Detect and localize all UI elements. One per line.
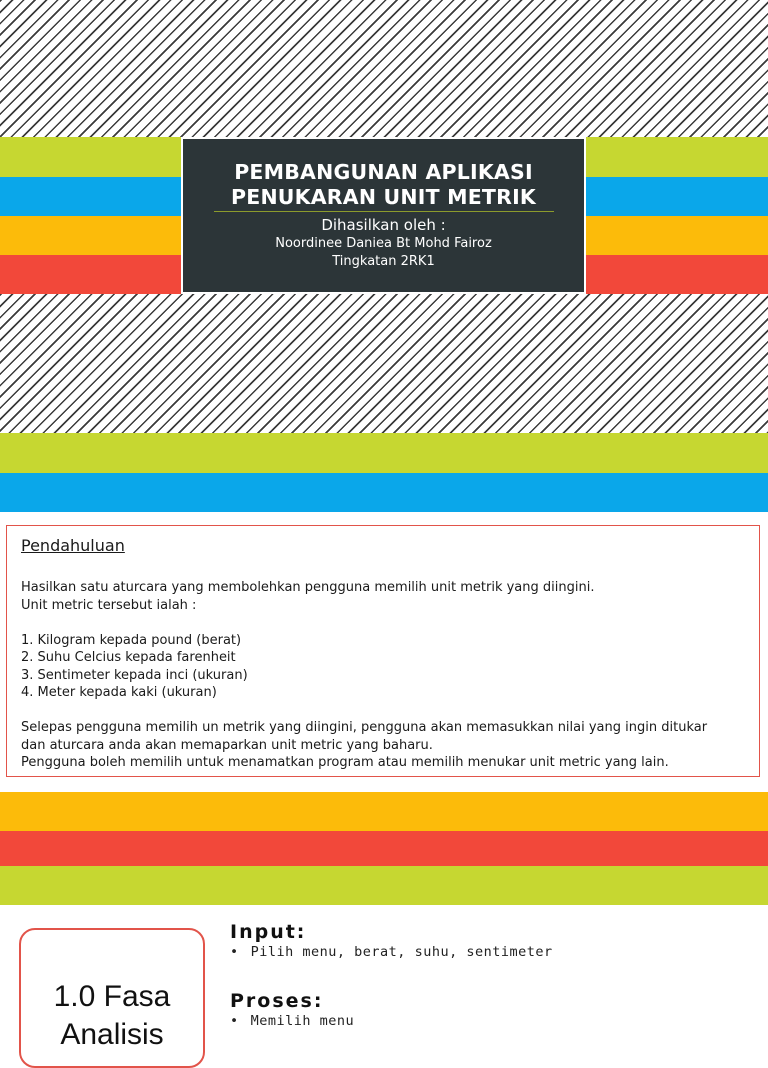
process-item-text: Memilih menu [250,1013,355,1029]
intro-paragraph3: Pengguna boleh memilih untuk menamatkan program atau memilih menukar unit metric yang lain. [21,755,669,770]
bullet-icon: • [230,1013,239,1029]
intro-panel [6,525,760,777]
list-item: 2. Suhu Celcius kepada farenheit [21,650,236,665]
author-class: Tingkatan 2RK1 [332,254,435,269]
hatch-pattern-middle [0,294,768,433]
intro-body [21,579,759,772]
intro-paragraph1-line2: Unit metric tersebut ialah : [21,597,197,613]
stripe-green-3 [0,866,768,905]
title-line-2: PENUKARAN UNIT METRIK [231,185,536,209]
process-item [230,1013,354,1029]
intro-heading: Pendahuluan [21,536,125,555]
intro-paragraph2-line2: dan aturcara anda akan memaparkan unit metric yang baharu. [21,737,433,753]
title-card [181,137,586,294]
phase-line-1: 1.0 Fasa [53,980,171,1013]
input-item [230,944,553,960]
input-item-text: Pilih menu, berat, suhu, sentimeter [250,944,553,960]
bullet-icon: • [230,944,239,960]
stripe-green-2 [0,433,768,473]
phase-box [19,928,205,1068]
intro-paragraph2-line1: Selepas pengguna memilih un metrik yang diingini, pengguna akan memasukkan nilai yang ingin ditukar [21,720,708,735]
phase-line-2: Analisis [60,1018,164,1051]
produced-by-label: Dihasilkan oleh : [321,216,446,234]
stripe-orange-2 [0,792,768,831]
process-section [230,990,354,1029]
process-heading: Proses: [230,990,324,1012]
list-item: 4. Meter kepada kaki (ukuran) [21,685,217,700]
list-item: 1. Kilogram kepada pound (berat) [21,632,242,648]
hatch-pattern-top [0,0,768,137]
stripe-blue-2 [0,473,768,512]
author-name: Noordinee Daniea Bt Mohd Fairoz [275,236,492,251]
title-divider [214,211,554,212]
list-item: 3. Sentimeter kepada inci (ukuran) [21,667,248,683]
input-heading: Input: [230,921,307,943]
stripe-red-2 [0,831,768,866]
input-section [230,921,553,960]
title-line-1: PEMBANGUNAN APLIKASI [234,160,533,184]
intro-paragraph1-line1: Hasilkan satu aturcara yang membolehkan pengguna memilih unit metrik yang diingini. [21,580,595,595]
